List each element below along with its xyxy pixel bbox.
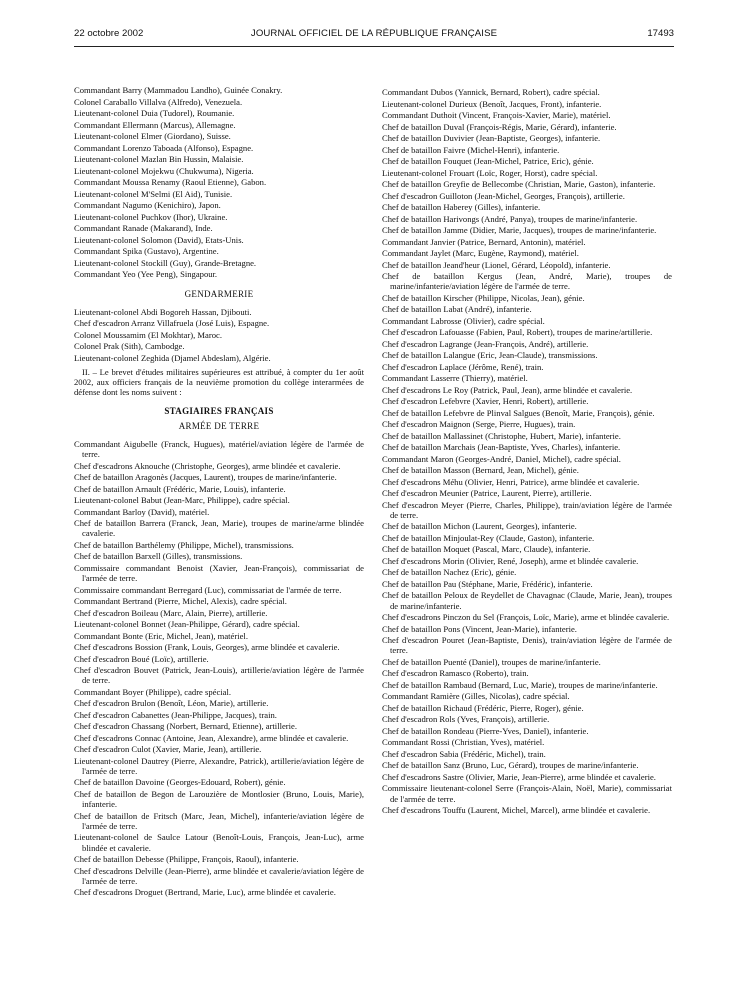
paragraph-ii: II. – Le brevet d'études militaires supérieures est attribué, à compter du 1er août 2002, aux officiers français de la neuvième promotion du collège interarmées de défense dont les noms suivent : — [74, 366, 364, 398]
list-item: Chef de bataillon Marchais (Jean-Baptiste, Yves, Charles), infanterie. — [382, 442, 621, 453]
list-item: Commandant Ranade (Makarand), Inde. — [74, 223, 213, 233]
stagiaires-heading: STAGIAIRES FRANÇAIS — [164, 405, 274, 416]
list-item: Chef de bataillon Haberey (Gilles), infanterie. — [382, 202, 541, 212]
list-item: Chef de bataillon Davoine (Georges-Edouard, Robert), génie. — [74, 777, 286, 788]
journal-title: JOURNAL OFFICIEL DE LA RÉPUBLIQUE FRANÇAISE — [250, 28, 498, 39]
list-item: Chef de bataillon Minjoulat-Rey (Claude, Gaston), infanterie. — [382, 532, 595, 543]
foreign-trainees-list — [74, 85, 364, 279]
list-item: Chef d'escadrons Sastre (Olivier, Marie, Jean-Pierre), arme blindée et cavalerie. — [382, 771, 656, 782]
list-item: Chef d'escadron Lefebvre (Xavier, Henri, Robert), artillerie. — [382, 396, 589, 407]
list-item: Lieutenant-colonel Elmer (Giordano), Suisse. — [74, 131, 231, 141]
list-item: Chef de bataillon Rondeau (Pierre-Yves, Daniel), infanterie. — [382, 725, 589, 736]
list-item: Chef de bataillon Peloux de Reydellet de Chavagnac (Claude, Marie, Jean), troupes de marine/infanterie. — [382, 590, 672, 611]
list-item: Chef d'escadron Brulon (Benoît, Léon, Marie), artillerie. — [74, 698, 269, 709]
list-item: Chef de bataillon Masson (Bernard, Jean, Michel), génie. — [382, 465, 579, 476]
list-item: Lieutenant-colonel Solomon (David), Etats-Unis. — [74, 234, 244, 245]
list-item: Commandant Moussa Renamy (Raoul Etienne), Gabon. — [74, 177, 267, 187]
list-item: Chef de bataillon Harivongs (André, Panya), troupes de marine/infanterie. — [382, 213, 638, 224]
list-item: Commandant Maron (Georges-André, Daniel, Michel), cadre spécial. — [382, 453, 621, 464]
list-item: Chef d'escadron Maignon (Serge, Pierre, Hugues), train. — [382, 419, 576, 430]
list-item: Chef de bataillon de Fritsch (Marc, Jean, Michel), infanterie/aviation légère de l'armée de terre. — [74, 810, 364, 831]
list-item: Chef d'escadron Boileau (Marc, Alain, Pierre), artillerie. — [74, 607, 268, 618]
list-item: Chef d'escadron Boué (Loïc), artillerie. — [74, 653, 209, 664]
list-item: Commandant Bonte (Eric, Michel, Jean), matériel. — [74, 630, 248, 641]
list-item: Chef de bataillon Moquet (Pascal, Marc, Claude), infanterie. — [382, 544, 591, 555]
list-item: Lieutenant-colonel M'Selmi (El Aid), Tunisie. — [74, 188, 233, 199]
list-item: Chef d'escadron Meunier (Patrice, Laurent, Pierre), artillerie. — [382, 488, 592, 499]
list-item: Chef d'escadron Chassang (Norbert, Bernard, Etienne), artillerie. — [74, 721, 297, 732]
list-item: Chef de bataillon Sanz (Bruno, Luc, Gérard), troupes de marine/infanterie. — [382, 760, 639, 771]
list-item: Lieutenant-colonel Stockill (Guy), Grande-Bretagne. — [74, 257, 257, 268]
list-item: Chef d'escadrons Touffu (Laurent, Michel, Marcel), arme blindée et cavalerie. — [382, 805, 651, 816]
list-item: Chef de bataillon de Begon de Larouzière de Montlosier (Bruno, Louis, Marie), infanterie. — [74, 788, 364, 810]
list-item: Chef d'escadrons Delville (Jean-Pierre), arme blindée et cavalerie/aviation légère de l'armée de terre. — [74, 865, 364, 886]
list-item: Chef de bataillon Greyfie de Bellecombe (Christian, Marie, Gaston), infanterie. — [382, 179, 656, 189]
list-item: Chef d'escadron Rols (Yves, François), artillerie. — [382, 714, 550, 725]
list-item: Chef d'escadron Laplace (Jérôme, René), train. — [382, 361, 544, 372]
list-item: Commandant Yeo (Yee Peng), Singapour. — [74, 269, 218, 279]
list-item: Chef de bataillon Arnault (Frédéric, Marie, Louis), infanterie. — [74, 483, 286, 494]
list-item: Chef d'escadrons Aknouche (Christophe, Georges), arme blindée et cavalerie. — [74, 460, 341, 471]
list-item: Commandant Duthoit (Vincent, François-Xavier, Marie), matériel. — [382, 110, 611, 120]
header-date: 22 octobre 2002 — [74, 28, 144, 39]
list-item: Chef de bataillon Duvivier (Jean-Baptiste, Georges), infanterie. — [382, 133, 601, 143]
list-item: Commandant Labrosse (Olivier), cadre spécial. — [382, 315, 545, 326]
list-item: Chef d'escadron Meyer (Pierre, Charles, Philippe), train/aviation légère de l'armée de terre. — [382, 499, 672, 520]
list-item: Commandant Lasserre (Thierry), matériel. — [382, 373, 528, 384]
list-item: Lieutenant-colonel Babut (Jean-Marc, Philippe), cadre spécial. — [74, 495, 290, 506]
list-item: Commandant Ellermann (Marcus), Allemagne. — [74, 119, 236, 130]
list-item: Chef de bataillon Faivre (Michel-Henri), infanterie. — [382, 144, 560, 155]
list-item: Chef de bataillon Pau (Stéphane, Marie, Frédéric), infanterie. — [382, 578, 593, 589]
list-item: Chef d'escadron Lafouasse (Fabien, Paul, Robert), troupes de marine/artillerie. — [382, 327, 653, 338]
list-item: Chef d'escadron Lagrange (Jean-François, André), artillerie. — [382, 338, 589, 349]
list-item: Colonel Moussamim (El Mokhtar), Maroc. — [74, 329, 222, 340]
page-number: 17493 — [647, 28, 674, 39]
list-item: Chef de bataillon Barthélemy (Philippe, Michel), transmissions. — [74, 539, 294, 550]
list-item: Commissaire commandant Berregard (Luc), commissariat de l'armée de terre. — [74, 584, 342, 595]
list-item: Chef de bataillon Richaud (Frédéric, Pierre, Roger), génie. — [382, 702, 584, 713]
list-item: Colonel Prak (Sith), Cambodge. — [74, 341, 185, 352]
list-item: Chef de bataillon Rambaud (Bernard, Luc, Marie), troupes de marine/infanterie. — [382, 679, 658, 690]
left-column — [74, 85, 364, 899]
list-item: Commandant Bertrand (Pierre, Michel, Alexis), cadre spécial. — [74, 596, 287, 607]
list-item: Lieutenant-colonel Durieux (Benoît, Jacques, Front), infanterie. — [382, 98, 602, 109]
list-item: Chef de bataillon Lefebvre de Plinval Salgues (Benoît, Marie, François), génie. — [382, 407, 655, 418]
page-header — [74, 28, 674, 44]
list-item: Colonel Caraballo Villalva (Alfredo), Venezuela. — [74, 96, 243, 107]
list-item: Chef de bataillon Barxell (Gilles), transmissions. — [74, 551, 243, 562]
list-item: Lieutenant-colonel Mazlan Bin Hussin, Malaisie. — [74, 154, 244, 164]
list-item: Commandant Boyer (Philippe), cadre spécial. — [74, 686, 232, 697]
list-item: Commandant Dubos (Yannick, Bernard, Robert), cadre spécial. — [382, 87, 600, 97]
list-item: Lieutenant-colonel Mojekwu (Chukwuma), Nigeria. — [74, 165, 254, 176]
list-item: Chef de bataillon Duval (François-Régis, Marie, Gérard), infanterie. — [382, 121, 617, 132]
gendarmerie-list — [74, 307, 364, 363]
list-item: Chef de bataillon Pons (Vincent, Jean-Marie), infanterie. — [382, 623, 577, 634]
list-item: Lieutenant-colonel Dautrey (Pierre, Alexandre, Patrick), artillerie/aviation légère de l'armée de terre. — [74, 755, 364, 776]
list-item: Commandant Barry (Mammadou Landho), Guinée Conakry. — [74, 85, 283, 95]
list-item: Lieutenant-colonel de Saulce Latour (Benoît-Louis, François, Jean-Luc), arme blindée et cavalerie. — [74, 832, 364, 853]
list-item: Commandant Lorenzo Taboada (Alfonso), Espagne. — [74, 142, 254, 153]
list-item: Chef d'escadron Guilloton (Jean-Michel, Georges, François), artillerie. — [382, 190, 625, 201]
list-item: Chef de bataillon Debesse (Philippe, François, Raoul), infanterie. — [74, 854, 299, 865]
armee-list-right — [382, 87, 672, 815]
list-item: Lieutenant-colonel Puchkov (Ihor), Ukraine. — [74, 211, 228, 222]
list-item: Commandant Janvier (Patrice, Bernard, Antonin), matériel. — [382, 236, 586, 247]
header-rule — [74, 46, 674, 47]
list-item: Commissaire commandant Benoist (Xavier, Jean-François), commissariat de l'armée de terre. — [74, 562, 364, 584]
list-item: Chef d'escadron Pouret (Jean-Baptiste, Denis), train/aviation légère de l'armée de terre. — [382, 635, 672, 656]
list-item: Lieutenant-colonel Duia (Tudorel), Roumanie. — [74, 108, 235, 118]
list-item: Commandant Nagumo (Kenichiro), Japon. — [74, 200, 221, 210]
list-item: Chef d'escadron Culot (Xavier, Marie, Jean), artillerie. — [74, 744, 262, 755]
list-item: Chef d'escadron Ramasco (Roberto), train. — [382, 668, 529, 679]
list-item: Chef de bataillon Kergus (Jean, André, Marie), troupes de marine/infanterie/aviation légère de l'armée de terre. — [382, 271, 672, 292]
list-item: Chef d'escadrons Morin (Olivier, René, Joseph), arme et blindée cavalerie. — [382, 555, 639, 566]
list-item: Chef de bataillon Aragonès (Jacques, Laurent), troupes de marine/infanterie. — [74, 472, 337, 483]
list-item: Lieutenant-colonel Zeghida (Djamel Abdeslam), Algérie. — [74, 352, 271, 363]
list-item: Chef de bataillon Jeand'heur (Lionel, Gérard, Léopold), infanterie. — [382, 259, 611, 270]
list-item: Chef d'escadron Sabia (Frédéric, Michel), train. — [382, 748, 546, 759]
list-item: Chef de bataillon Mallassinet (Christophe, Hubert, Marie), infanterie. — [382, 430, 621, 441]
list-item: Chef d'escadron Arranz Villafruela (José Luis), Espagne. — [74, 318, 270, 329]
list-item: Commandant Rossi (Christian, Yves), matériel. — [382, 737, 545, 748]
list-item: Lieutenant-colonel Frouart (Loïc, Roger, Horst), cadre spécial. — [382, 167, 598, 178]
list-item: Chef de bataillon Lalangue (Eric, Jean-Claude), transmissions. — [382, 350, 598, 361]
list-item: Commandant Jaylet (Marc, Eugène, Raymond), matériel. — [382, 248, 579, 258]
list-item: Chef de bataillon Puenté (Daniel), troupes de marine/infanterie. — [382, 656, 601, 667]
list-item: Chef d'escadron Cabanettes (Jean-Philippe, Jacques), train. — [74, 709, 277, 720]
gendarmerie-heading: GENDARMERIE — [184, 288, 254, 299]
list-item: Chef d'escadrons Connac (Antoine, Jean, Alexandre), arme blindée et cavalerie. — [74, 732, 349, 743]
list-item: Commandant Aigubelle (Franck, Hugues), matériel/aviation légère de l'armée de terre. — [74, 438, 364, 460]
list-item: Chef d'escadrons Le Roy (Patrick, Paul, Jean), arme blindée et cavalerie. — [382, 384, 633, 395]
list-item: Lieutenant-colonel Abdi Bogoreh Hassan, Djibouti. — [74, 306, 252, 317]
list-item: Commandant Barloy (David), matériel. — [74, 506, 210, 517]
list-item: Chef d'escadron Bouvet (Patrick, Jean-Louis), artillerie/aviation légère de l'armée de terre. — [74, 665, 364, 686]
list-item: Chef d'escadrons Droguet (Bertrand, Marie, Luc), arme blindée et cavalerie. — [74, 887, 336, 898]
list-item: Commandant Ramière (Gilles, Nicolas), cadre spécial. — [382, 691, 570, 702]
right-column — [382, 87, 672, 817]
list-item: Commandant Spika (Gustavo), Argentine. — [74, 246, 219, 256]
armee-heading: ARMÉE DE TERRE — [178, 420, 260, 431]
list-item: Chef d'escadrons Méhu (Olivier, Henri, Patrice), arme blindée et cavalerie. — [382, 476, 640, 487]
list-item: Chef d'escadrons Pinczon du Sel (François, Loïc, Marie), arme et blindée cavalerie. — [382, 612, 670, 623]
list-item: Chef d'escadrons Bossion (Frank, Louis, Georges), arme blindée et cavalerie. — [74, 642, 340, 653]
list-item: Chef de bataillon Fouquet (Jean-Michel, Patrice, Eric), génie. — [382, 156, 594, 166]
list-item: Chef de bataillon Labat (André), infanterie. — [382, 304, 532, 315]
list-item: Chef de bataillon Nachez (Eric), génie. — [382, 567, 517, 578]
list-item: Chef de bataillon Michon (Laurent, Georges), infanterie. — [382, 521, 577, 532]
list-item: Chef de bataillon Kirscher (Philippe, Nicolas, Jean), génie. — [382, 292, 585, 303]
list-item: Chef de bataillon Jamme (Didier, Marie, Jacques), troupes de marine/infanterie. — [382, 225, 657, 235]
list-item: Lieutenant-colonel Bonnet (Jean-Philippe, Gérard), cadre spécial. — [74, 619, 300, 630]
list-item: Commissaire lieutenant-colonel Serre (François-Alain, Noël, Marie), commissariat de l'armée de terre. — [382, 783, 672, 804]
armee-list-left — [74, 439, 364, 898]
list-item: Chef de bataillon Barrera (Franck, Jean, Marie), troupes de marine/arme blindée cavalerie. — [74, 518, 364, 539]
